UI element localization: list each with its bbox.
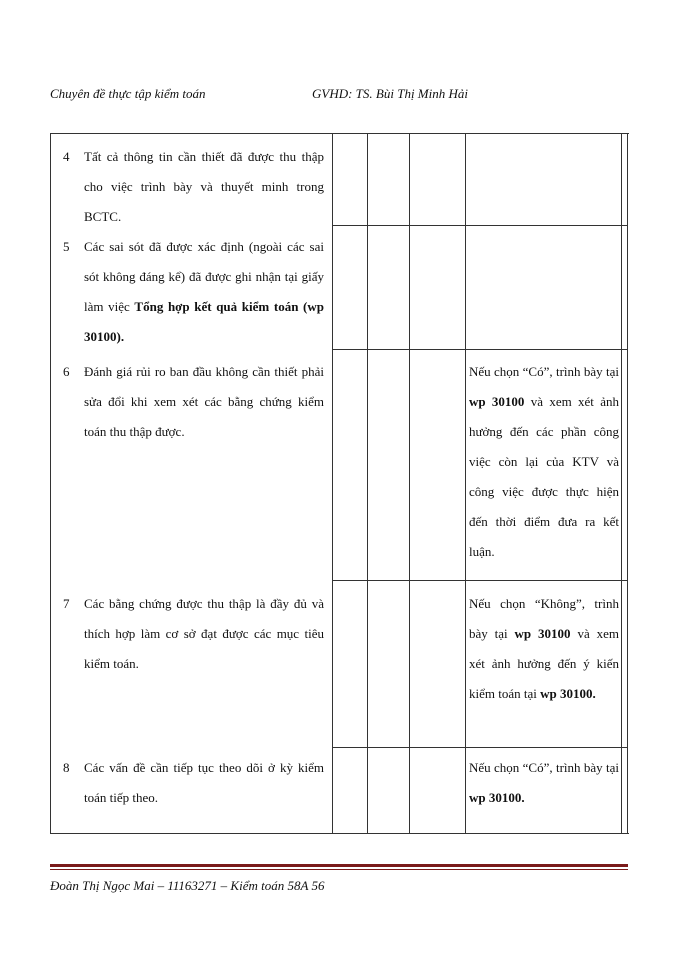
column-divider	[332, 134, 333, 833]
footer-rule	[50, 869, 628, 870]
note-bold: wp 30100	[469, 394, 525, 409]
note-text: và xem xét ảnh hưởng đến các phần công việc còn lại của KTV và công việc được thực hiện đến thời điểm đưa ra kết luận.	[469, 394, 619, 559]
header-supervisor: GVHD: TS. Bùi Thị Minh Hải	[312, 86, 468, 101]
note-bold: wp 30100.	[540, 686, 596, 701]
row-divider	[332, 225, 628, 226]
header-title: Chuyên đề thực tập kiểm toán	[50, 86, 206, 101]
row-number: 5	[63, 239, 70, 254]
note-bold: wp 30100.	[469, 790, 525, 805]
row-note	[469, 589, 619, 709]
row-number: 7	[63, 596, 70, 611]
note-text: Nếu chọn “Có”, trình bày tại	[469, 760, 619, 775]
row-number: 8	[63, 760, 70, 775]
note-text: Nếu chọn “Có”, trình bày tại	[469, 364, 619, 379]
column-divider	[621, 134, 622, 833]
row-content: Các vấn đề cần tiếp tục theo dõi ở kỳ kiểm toán tiếp theo.	[84, 760, 324, 805]
column-divider	[409, 134, 410, 833]
checklist-table	[50, 133, 629, 834]
row-content	[84, 232, 324, 352]
note-text: Nếu chọn “Không”, trình bày tại	[469, 596, 619, 641]
row-number: 4	[63, 149, 70, 164]
page-header	[50, 86, 650, 106]
footer-rule	[50, 864, 628, 867]
row-note	[469, 753, 619, 813]
row-divider	[332, 580, 628, 581]
content-bold: Tổng hợp kết quả kiểm toán (wp 30100).	[84, 299, 325, 344]
row-content: Các bằng chứng được thu thập là đầy đủ và thích hợp làm cơ sở đạt được các mục tiêu kiểm toán.	[84, 596, 324, 671]
column-divider	[367, 134, 368, 833]
note-text: và xem xét ảnh hưởng đến ý kiến kiểm toán tại	[469, 626, 619, 701]
note-bold: wp 30100	[514, 626, 571, 641]
column-divider	[627, 134, 628, 833]
row-divider	[332, 349, 628, 350]
row-content: Đánh giá rủi ro ban đầu không cần thiết phải sửa đổi khi xem xét các bằng chứng kiểm toán thu thập được.	[84, 364, 324, 439]
column-divider	[465, 134, 466, 833]
page-footer: Đoàn Thị Ngọc Mai – 11163271 – Kiểm toán 58A 56	[50, 878, 325, 893]
row-number: 6	[63, 364, 70, 379]
row-content: Tất cả thông tin cần thiết đã được thu thập cho việc trình bày và thuyết minh trong BCTC.	[84, 149, 324, 224]
row-divider	[332, 747, 628, 748]
row-note	[469, 357, 619, 567]
content-text: Các sai sót đã được xác định (ngoài các sai sót không đáng kể) đã được ghi nhận tại giấy làm việc	[84, 239, 324, 314]
